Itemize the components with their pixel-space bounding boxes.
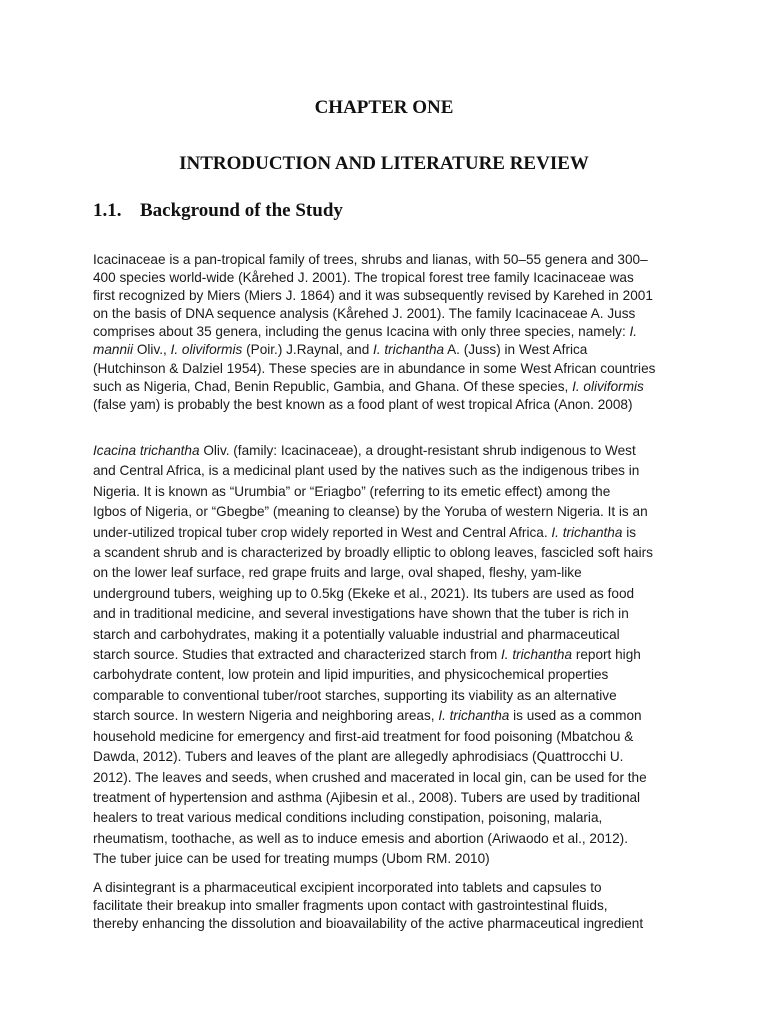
text-run: Icacinaceae is a pan-tropical family of trees, shrubs and lianas, with 50–55 genera and 300– <box>93 252 648 267</box>
text-run: household medicine for emergency and first-aid treatment for food poisoning (Mbatchou & <box>93 728 634 744</box>
section-heading <box>93 200 343 222</box>
text-run: healers to treat various medical conditions including constipation, poisoning, malaria, <box>93 810 603 826</box>
italic-text-run: I. trichantha <box>501 647 573 663</box>
text-run: starch source. Studies that extracted and characterized starch from <box>93 647 502 663</box>
paragraph-line <box>93 727 683 747</box>
text-run: under-utilized tropical tuber crop widely reported in West and Central Africa. <box>93 524 552 540</box>
paragraph-line <box>93 543 683 563</box>
paragraph-line <box>93 768 683 788</box>
text-run: starch source. In western Nigeria and neighboring areas, <box>93 708 439 724</box>
text-run: is <box>622 524 637 540</box>
paragraph-line <box>93 502 683 522</box>
paragraph-line <box>93 461 683 481</box>
paragraph-line <box>93 645 683 665</box>
chapter-subtitle: INTRODUCTION AND LITERATURE REVIEW <box>179 153 589 174</box>
italic-text-run: Icacina trichantha <box>93 443 200 458</box>
text-run: starch and carbohydrates, making it a potentially valuable industrial and pharmaceutical <box>93 626 620 642</box>
paragraph-line <box>93 378 683 396</box>
text-run: such as Nigeria, Chad, Benin Republic, Gambia, and Ghana. Of these species, <box>93 378 573 394</box>
text-run: 2012). The leaves and seeds, when crushed and macerated in local gin, can be used for the <box>93 769 647 785</box>
chapter-title: CHAPTER ONE <box>314 97 454 118</box>
text-run: (Hutchinson & Dalziel 1954). These species are in abundance in some West African countries <box>93 360 656 376</box>
paragraph-line <box>93 879 683 897</box>
paragraph-line <box>93 323 683 341</box>
text-run: comprises about 35 genera, including the genus Icacina with only three species, namely: <box>93 324 630 340</box>
italic-text-run: I. oliviformis <box>572 378 644 394</box>
text-run: on the lower leaf surface, red grape fruits and large, oval shaped, fleshy, yam-like <box>93 565 582 581</box>
italic-text-run: I. trichantha <box>373 342 445 358</box>
text-run: (Poir.) J.Raynal, and <box>242 342 374 358</box>
paragraph-line <box>93 441 683 461</box>
text-run: carbohydrate content, low protein and lipid impurities, and physicochemical properties <box>93 667 609 683</box>
paragraph-line <box>93 897 683 915</box>
paragraph-line <box>93 482 683 502</box>
paragraph-line <box>93 808 683 828</box>
italic-text-run: I. trichantha <box>551 524 623 540</box>
text-run: and in traditional medicine, and several investigations have shown that the tuber is rich in <box>93 606 629 622</box>
paragraph-line <box>93 747 683 767</box>
paragraph-line <box>93 706 683 726</box>
paragraph-line <box>93 849 683 869</box>
paragraph <box>93 441 683 870</box>
text-run: A disintegrant is a pharmaceutical excipient incorporated into tablets and capsules to <box>93 880 602 895</box>
paragraph-line <box>93 396 683 414</box>
section-number: 1.1. <box>93 200 122 221</box>
text-run: a scandent shrub and is characterized by broadly elliptic to oblong leaves, fascicled soft hairs <box>93 545 653 561</box>
text-run: Oliv. (family: Icacinaceae), a drought-resistant shrub indigenous to West <box>199 443 636 458</box>
italic-text-run: I. <box>629 324 638 340</box>
text-run: first recognized by Miers (Miers J. 1864) and it was subsequently revised by Karehed in 2001 <box>93 288 653 304</box>
paragraph-line <box>93 305 683 323</box>
paragraph-line <box>93 829 683 849</box>
text-run: on the basis of DNA sequence analysis (Kårehed J. 2001). The family Icacinaceae A. Juss <box>93 306 636 322</box>
text-run: The tuber juice can be used for treating mumps (Ubom RM. 2010) <box>93 851 490 867</box>
paragraph-line <box>93 563 683 583</box>
paragraph-line <box>93 287 683 305</box>
text-run: rheumatism, toothache, as well as to induce emesis and abortion (Ariwaodo et al., 2012). <box>93 830 628 846</box>
text-run: underground tubers, weighing up to 0.5kg (Ekeke et al., 2021). Its tubers are used as food <box>93 585 635 601</box>
paragraph-line <box>93 915 683 933</box>
italic-text-run: mannii <box>93 342 134 358</box>
paragraph <box>93 251 683 414</box>
paragraph-line <box>93 604 683 624</box>
text-run: comparable to conventional tuber/root starches, supporting its viability as an alternative <box>93 687 617 703</box>
paragraph <box>93 879 683 934</box>
paragraph-line <box>93 788 683 808</box>
italic-text-run: I. oliviformis <box>170 342 243 358</box>
text-run: Nigeria. It is known as “Urumbia” or “Eriagbo” (referring to its emetic effect) among the <box>93 483 611 499</box>
paragraph-line <box>93 269 683 287</box>
paragraph-line <box>93 251 683 269</box>
text-run: Igbos of Nigeria, or “Gbegbe” (meaning to cleanse) by the Yoruba of western Nigeria. It is an <box>93 504 648 520</box>
text-run: thereby enhancing the dissolution and bioavailability of the active pharmaceutical ingredient <box>93 916 644 932</box>
italic-text-run: I. trichantha <box>438 708 510 724</box>
paragraph-line <box>93 523 683 543</box>
text-run: Oliv., <box>133 342 171 358</box>
text-run: treatment of hypertension and asthma (Ajibesin et al., 2008). Tubers are used by traditional <box>93 789 641 805</box>
text-run: report high <box>572 647 641 663</box>
text-run: is used as a common <box>509 708 642 724</box>
paragraph-line <box>93 665 683 685</box>
paragraph-line <box>93 625 683 645</box>
text-run: (false yam) is probably the best known as a food plant of west tropical Africa (Anon. 2008) <box>93 396 633 412</box>
paragraph-line <box>93 341 683 359</box>
text-run: 400 species world-wide (Kårehed J. 2001). The tropical forest tree family Icacinaceae was <box>93 270 634 286</box>
paragraph-line <box>93 584 683 604</box>
section-title: Background of the Study <box>140 200 343 221</box>
text-run: facilitate their breakup into smaller fragments upon contact with gastrointestinal fluids, <box>93 898 608 914</box>
paragraph-line <box>93 686 683 706</box>
text-run: Dawda, 2012). Tubers and leaves of the plant are allegedly aphrodisiacs (Quattrocchi U. <box>93 749 624 765</box>
text-run: A. (Juss) in West Africa <box>444 342 588 358</box>
paragraph-line <box>93 360 683 378</box>
text-run: and Central Africa, is a medicinal plant used by the natives such as the indigenous tribes in <box>93 463 640 479</box>
